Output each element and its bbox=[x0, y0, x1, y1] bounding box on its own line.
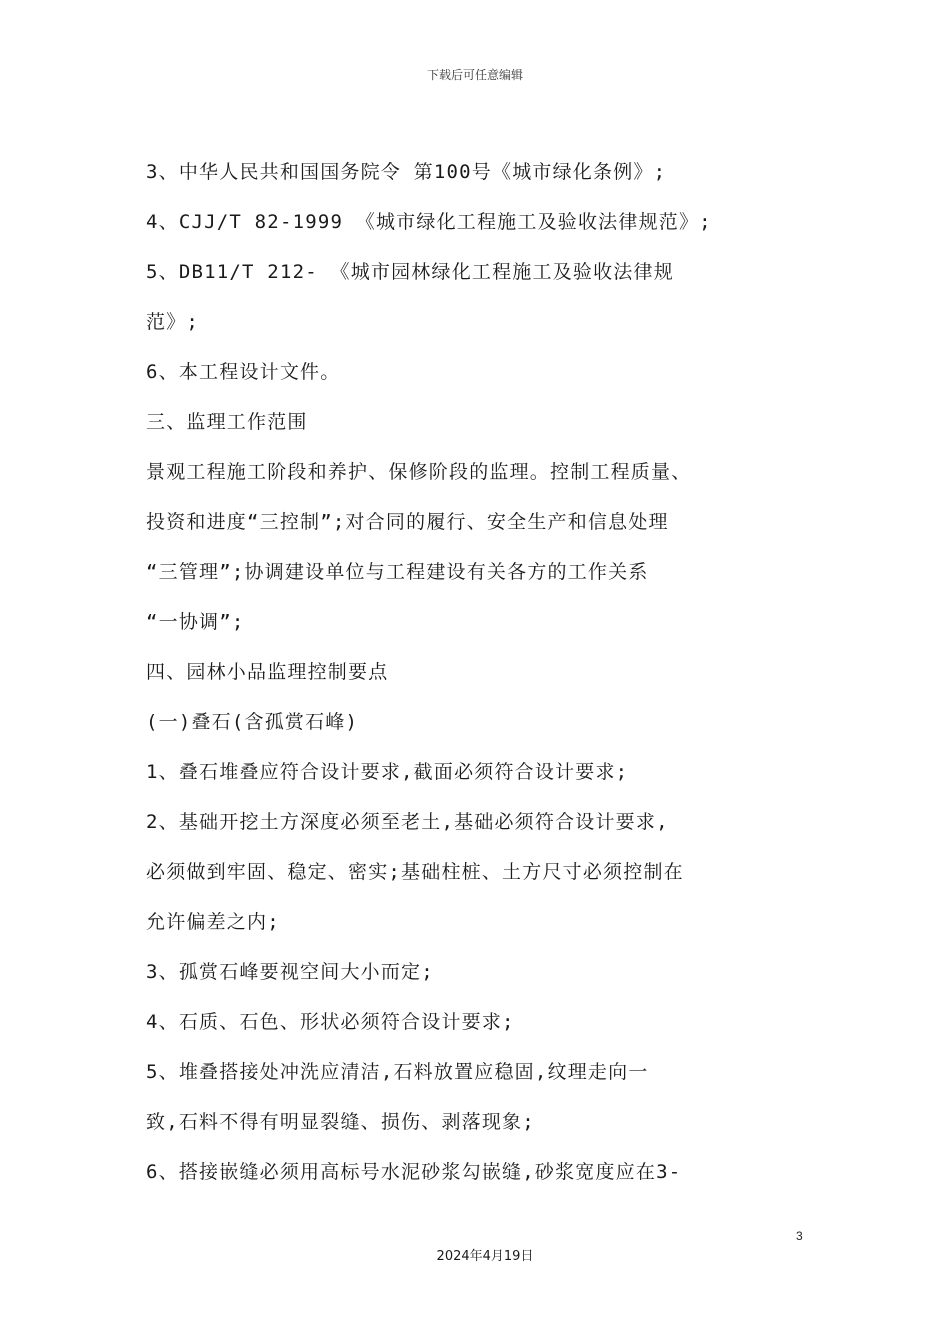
document-body bbox=[146, 155, 766, 1205]
text-line: “三管理”;协调建设单位与工程建设有关各方的工作关系 bbox=[146, 561, 649, 583]
text-line: 5、DB11/T 212- 《城市园林绿化工程施工及验收法律规 bbox=[146, 261, 674, 283]
text-line: 致,石料不得有明显裂缝、损伤、剥落现象; bbox=[146, 1111, 535, 1133]
text-line: 投资和进度“三控制”;对合同的履行、安全生产和信息处理 bbox=[146, 511, 669, 533]
text-line: 允许偏差之内; bbox=[146, 911, 280, 933]
text-line: 景观工程施工阶段和养护、保修阶段的监理。控制工程质量、 bbox=[146, 461, 692, 483]
text-line: 必须做到牢固、稳定、密实;基础柱桩、土方尺寸必须控制在 bbox=[146, 861, 684, 883]
section-heading: 三、监理工作范围 bbox=[146, 411, 308, 433]
text-line: 1、叠石堆叠应符合设计要求,截面必须符合设计要求; bbox=[146, 761, 629, 783]
text-line: “一协调”; bbox=[146, 611, 245, 633]
text-line: 4、CJJ/T 82-1999 《城市绿化工程施工及验收法律规范》; bbox=[146, 211, 712, 233]
subsection-heading: (一)叠石(含孤赏石峰) bbox=[146, 711, 359, 733]
page-header: 下载后可任意编辑 bbox=[426, 68, 523, 82]
text-line: 6、本工程设计文件。 bbox=[146, 361, 341, 383]
text-line: 3、孤赏石峰要视空间大小而定; bbox=[146, 961, 434, 983]
text-line: 范》; bbox=[146, 311, 200, 333]
page-number: 3 bbox=[796, 1229, 803, 1243]
text-line: 5、堆叠搭接处冲洗应清洁,石料放置应稳固,纹理走向一 bbox=[146, 1061, 649, 1083]
text-line: 2、基础开挖土方深度必须至老土,基础必须符合设计要求, bbox=[146, 811, 669, 833]
section-heading: 四、园林小品监理控制要点 bbox=[146, 661, 389, 683]
text-line: 6、搭接嵌缝必须用高标号水泥砂浆勾嵌缝,砂浆宽度应在3- bbox=[146, 1161, 682, 1183]
page-footer-date: 2024年4月19日 bbox=[436, 1249, 534, 1264]
text-line: 4、石质、石色、形状必须符合设计要求; bbox=[146, 1011, 515, 1033]
text-line: 3、中华人民共和国国务院令 第100号《城市绿化条例》; bbox=[146, 161, 667, 183]
